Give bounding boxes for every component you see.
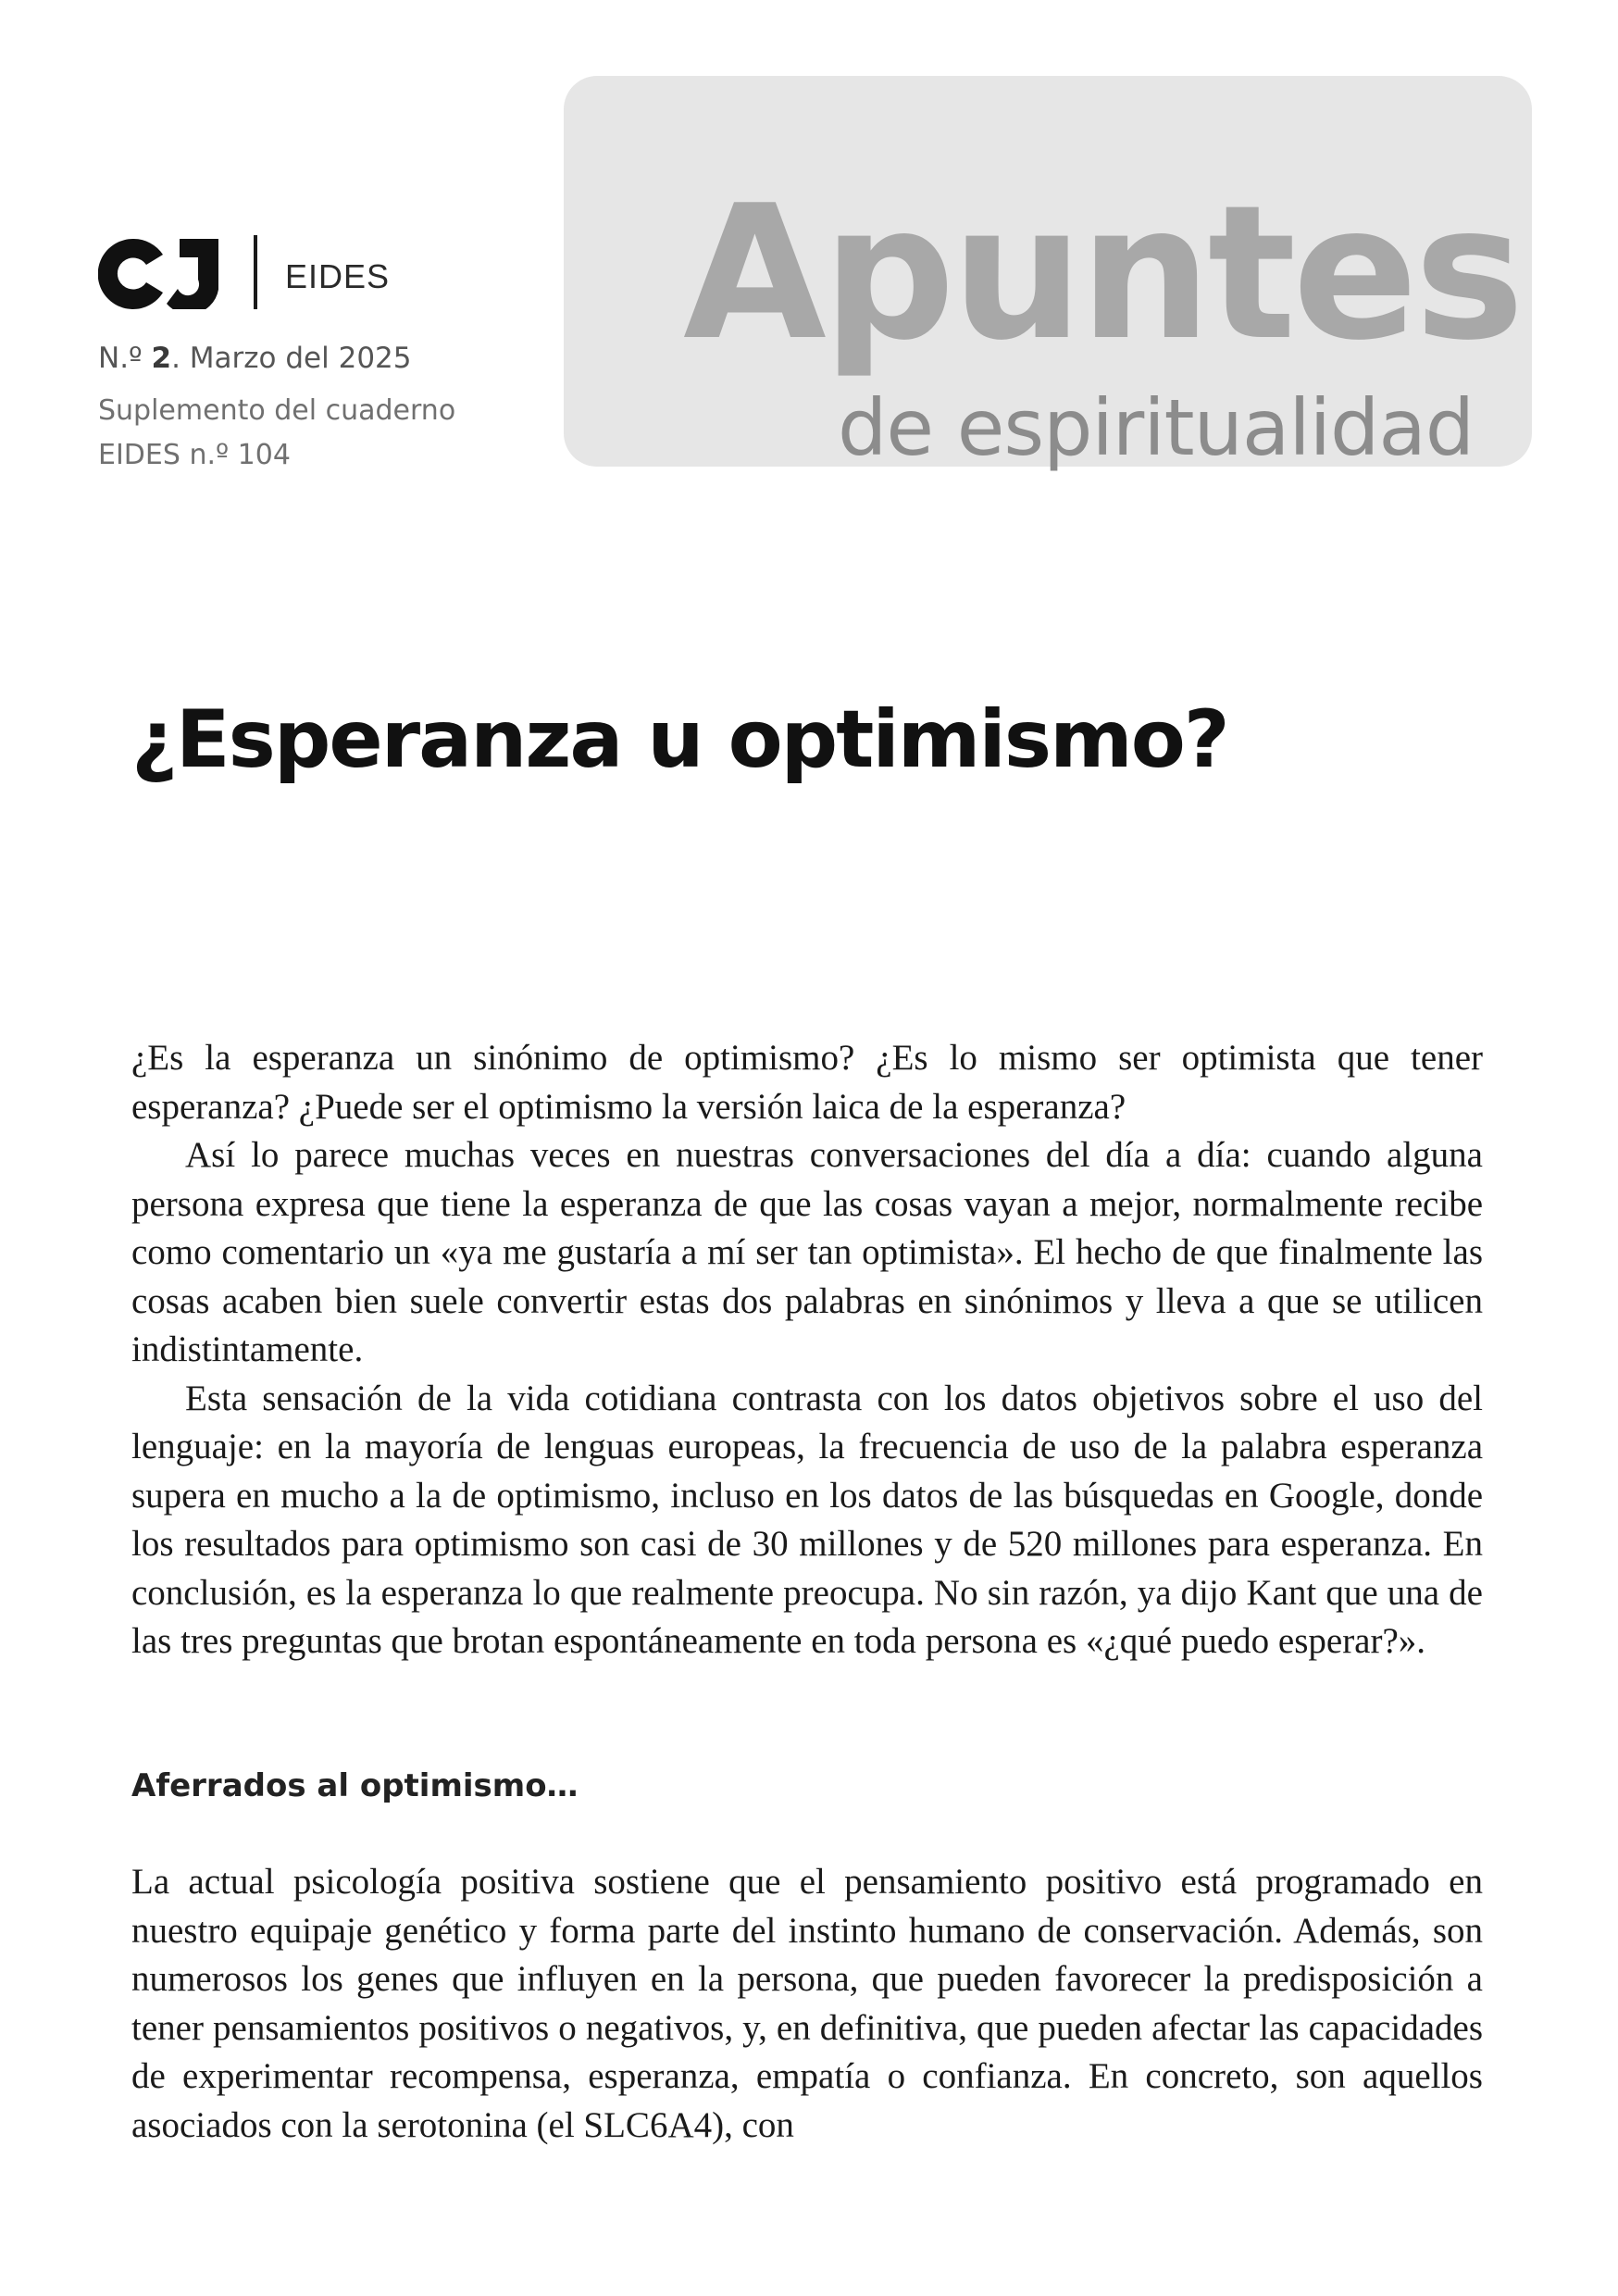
issue-number: 2 bbox=[151, 342, 172, 375]
article-title: ¿Esperanza u optimismo? bbox=[131, 693, 1228, 786]
masthead-subtitle: de espiritualidad bbox=[838, 382, 1475, 473]
section-paragraph: La actual psicología positiva sostiene que el pensamiento positivo está programado en nuestro equipaje genético y forma parte del instinto humano de conservación. Además, son numerosos los genes que influyen en la persona, que pueden favorecer la predisposición a tener pensamientos positivos o negativos, y, en definitiva, que pueden afectar las capacidades de experimentar recompensa, esperanza, empatía o confianza. En concreto, son aquellos asociados con la serotonina (el SLC6A4), con bbox=[131, 1862, 1483, 2145]
section-body bbox=[131, 1858, 1483, 2150]
issue-line bbox=[98, 344, 412, 373]
paragraph-3: Esta sensación de la vida cotidiana contrasta con los datos objetivos sobre el uso del lenguaje: en la mayoría de lenguas europeas, la frecuencia de uso de la palabra esperanza supera en mucho a la de optimismo, incluso en los datos de las búsquedas en Google, donde los resultados para optimismo son casi de 30 millones y de 520 millones para esperanza. En conclusión, es la esperanza lo que realmente preocupa. No sin razón, ya dijo Kant que una de las tres preguntas que brotan espontáneamente en toda persona es «¿qué puedo esperar?». bbox=[131, 1378, 1483, 1661]
logo-divider bbox=[254, 235, 257, 309]
paragraph-2: Así lo parece muchas veces en nuestras conversaciones del día a día: cuando alguna persona expresa que tiene la esperanza de que las cosas vayan a mejor, normalmente recibe como comentario un «ya me gustaría a mí ser tan optimista». El hecho de que finalmente las cosas acaben bien suele convertir estas dos palabras en sinónimos y lleva a que se utilicen indistintamente. bbox=[131, 1135, 1483, 1369]
cj-logo bbox=[98, 239, 218, 309]
issue-number-prefix: N.º bbox=[98, 342, 152, 375]
cj-logo-j bbox=[167, 239, 218, 309]
issue-date: . Marzo del 2025 bbox=[171, 342, 412, 375]
supplement-line-1: Suplemento del cuaderno bbox=[98, 394, 456, 427]
supplement-line-2: EIDES n.º 104 bbox=[98, 439, 291, 471]
org-name: EIDES bbox=[285, 257, 391, 295]
article-intro bbox=[131, 1034, 1483, 1666]
paragraph-1: ¿Es la esperanza un sinónimo de optimismo? ¿Es lo mismo ser optimista que tener esperanza? ¿Puede ser el optimismo la versión laica de la esperanza? bbox=[131, 1038, 1483, 1127]
section-heading: Aferrados al optimismo… bbox=[131, 1767, 579, 1804]
cj-logo-c bbox=[98, 239, 163, 309]
masthead-title: Apuntes bbox=[683, 166, 1522, 381]
supplement-info bbox=[98, 389, 455, 478]
